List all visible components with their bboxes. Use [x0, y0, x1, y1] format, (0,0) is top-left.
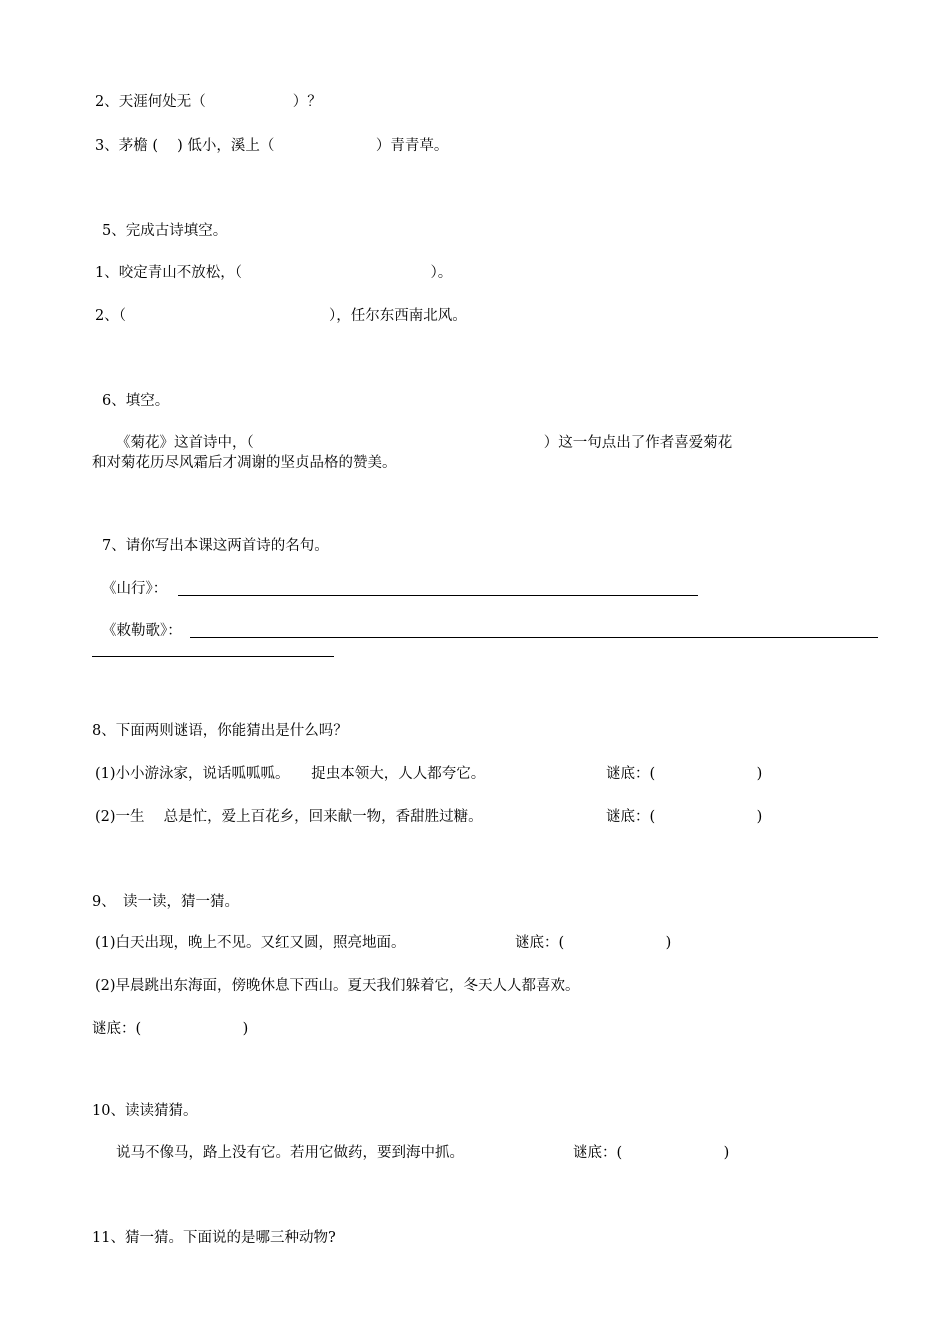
question-5-item-1: 1、咬定青山不放松，（ ）。: [95, 265, 453, 281]
answer-line-shanxing[interactable]: [178, 595, 698, 596]
question-9-riddle-2: (2)早晨跳出东海面，傍晚休息下西山。夏天我们躲着它，冬天人人都喜欢。: [95, 978, 580, 994]
question-7-shanxing-label: 《山行》：: [102, 581, 168, 597]
question-10-heading: 10、读读猜猜。: [92, 1103, 198, 1119]
question-8-heading: 8、下面两则谜语，你能猜出是什么吗？: [92, 723, 348, 739]
question-4-item-3: 3、茅檐 ( ) 低小，溪上（ ）青青草。: [95, 138, 449, 154]
question-7-heading: 7、请你写出本课这两首诗的名句。: [102, 538, 329, 554]
answer-line-chilege[interactable]: [190, 637, 878, 638]
question-7-chilege-label: 《敕勒歌》：: [102, 623, 182, 639]
question-8-riddle-1: (1)小小游泳家，说话呱呱呱。 捉虫本领大，人人都夸它。: [95, 766, 486, 782]
answer-line-chilege-continued[interactable]: [92, 656, 334, 657]
question-5-item-2: 2、（ ），任尔东西南北风。: [95, 308, 467, 324]
question-6-line-2: 和对菊花历尽风霜后才凋谢的坚贞品格的赞美。: [92, 455, 397, 471]
question-9-riddle-1: (1)白天出现，晚上不见。又红又圆，照亮地面。: [95, 935, 406, 951]
question-9-answer-2[interactable]: 谜底：( ): [92, 1021, 249, 1037]
question-8-riddle-2: (2)一生 总是忙，爱上百花乡，回来献一物，香甜胜过糖。: [95, 809, 483, 825]
question-8-answer-1[interactable]: 谜底：( ): [606, 766, 763, 782]
question-10-answer[interactable]: 谜底：( ): [573, 1145, 730, 1161]
question-4-item-2: 2、天涯何处无（ ）？: [95, 94, 322, 110]
question-11-heading: 11、猜一猜。下面说的是哪三种动物?: [92, 1230, 336, 1246]
question-8-answer-2[interactable]: 谜底：( ): [606, 809, 763, 825]
question-9-heading: 9、 读一读，猜一猜。: [92, 894, 239, 910]
question-10-riddle: 说马不像马，路上没有它。若用它做药，要到海中抓。: [116, 1145, 464, 1161]
question-5-heading: 5、完成古诗填空。: [102, 223, 228, 239]
question-9-answer-1[interactable]: 谜底：( ): [515, 935, 672, 951]
question-6-heading: 6、填空。: [102, 393, 170, 409]
question-6-line-1: 《菊花》这首诗中，（ ）这一句点出了作者喜爱菊花: [116, 435, 733, 451]
